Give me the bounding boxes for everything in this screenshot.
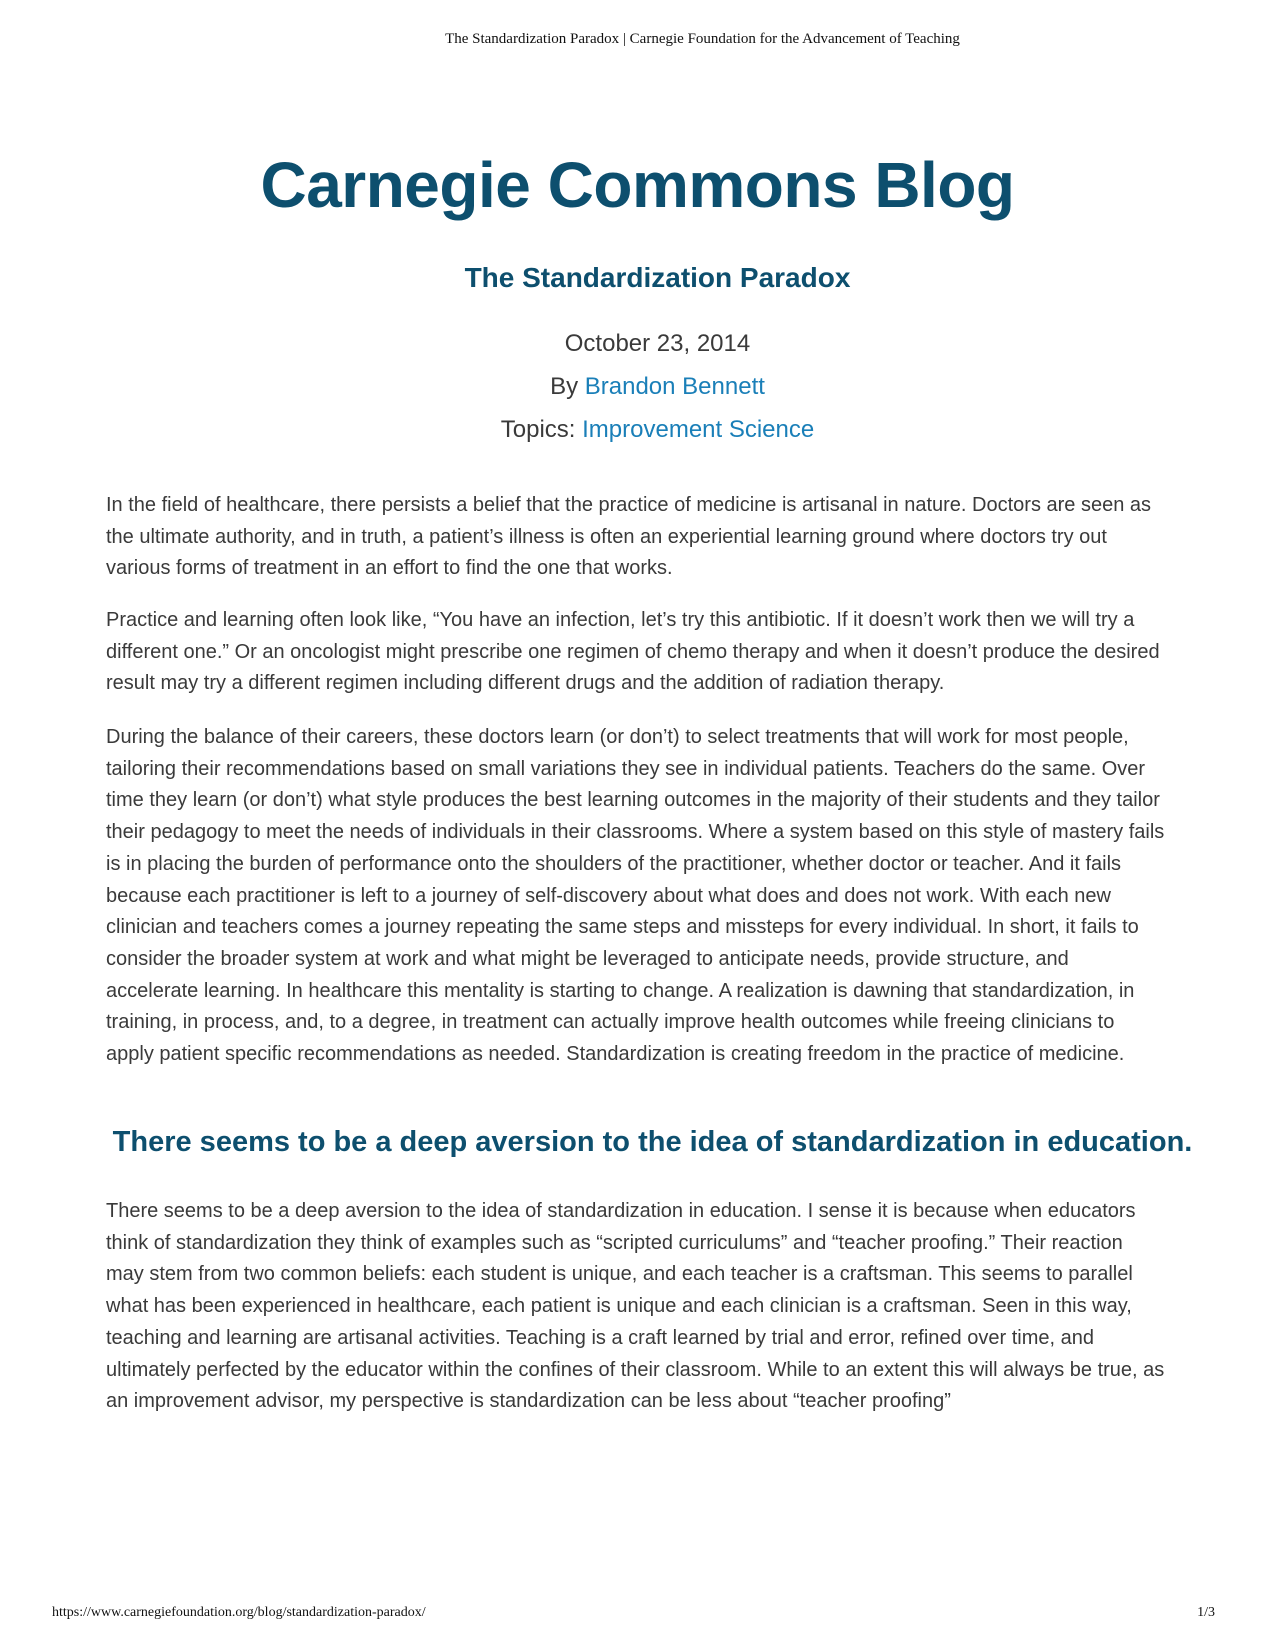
author-prefix: By bbox=[550, 373, 585, 400]
post-date: October 23, 2014 bbox=[564, 330, 751, 357]
topic-link[interactable]: Improvement Science bbox=[582, 416, 815, 443]
body-paragraph-3: During the balance of their careers, these doctors learn (or don’t) to select treatments that will work for most people, tailoring their recommendations based on small variations they see in individual patients. Teachers do the same. Over time they learn (or don’t) what style produces the best learning outcomes in the majority of their students and they tailor their pedagogy to meet the needs of individuals in their classrooms. Where a system based on this style of mastery fails is in placing the burden of performance onto the shoulders of the practitioner, whether doctor or teacher. And it fails because each practitioner is left to a journey of self-discovery about what does and does not work. With each new clinician and teachers comes a journey repeating the same steps and missteps for every individual. In short, it fails to consider the broader system at work and what might be leveraged to anticipate needs, provide structure, and accelerate learning. In healthcare this mentality is starting to change. A realization is dawning that standardization, in training, in process, and, to a degree, in treatment can actually improve health outcomes while freeing clinicians to apply patient specific recommendations as needed. Standardization is creating freedom in the practice of medicine. bbox=[106, 726, 1165, 1066]
author-link[interactable]: Brandon Bennett bbox=[584, 373, 765, 400]
site-title: Carnegie Commons Blog bbox=[260, 149, 1015, 221]
post-byline bbox=[0, 373, 1275, 401]
topics-prefix: Topics: bbox=[500, 416, 583, 443]
section-subheading: There seems to be a deep aversion to the idea of standardization in education. bbox=[112, 1126, 1193, 1158]
body-paragraph-2: Practice and learning often look like, “You have an infection, let’s try this antibiotic. If it doesn’t work then we will try a different one.” Or an oncologist might prescribe one regimen of chemo therapy and when it doesn’t produce the desired result may try a different regimen including different drugs and the addition of radiation therapy. bbox=[106, 609, 1160, 695]
body-paragraph-4: There seems to be a deep aversion to the idea of standardization in education. I sense it is because when educators think of standardization they think of examples such as “scripted curriculums” and “teacher proofing.” Their reaction may stem from two common beliefs: each student is unique, and each teacher is a craftsman. This seems to parallel what has been experienced in healthcare, each patient is unique and each clinician is a craftsman. Seen in this way, teaching and learning are artisanal activities. Teaching is a craft learned by trial and error, refined over time, and ultimately perfected by the educator within the confines of their classroom. While to an extent this will always be true, as an improvement advisor, my perspective is standardization can be less about “teacher proofing” bbox=[106, 1200, 1165, 1413]
post-topics bbox=[0, 416, 1275, 444]
body-paragraph-1: In the field of healthcare, there persists a belief that the practice of medicine is artisanal in nature. Doctors are seen as the ultimate authority, and in truth, a patient’s illness is often an experiential learning ground where doctors try out various forms of treatment in an effort to find the one that works. bbox=[106, 494, 1152, 580]
print-footer-url: https://www.carnegiefoundation.org/blog/standardization-paradox/ bbox=[52, 1605, 426, 1620]
print-footer-page-number: 1/3 bbox=[1197, 1605, 1215, 1620]
post-title: The Standardization Paradox bbox=[464, 262, 851, 293]
print-header-title: The Standardization Paradox | Carnegie Foundation for the Advancement of Teaching bbox=[445, 31, 960, 47]
